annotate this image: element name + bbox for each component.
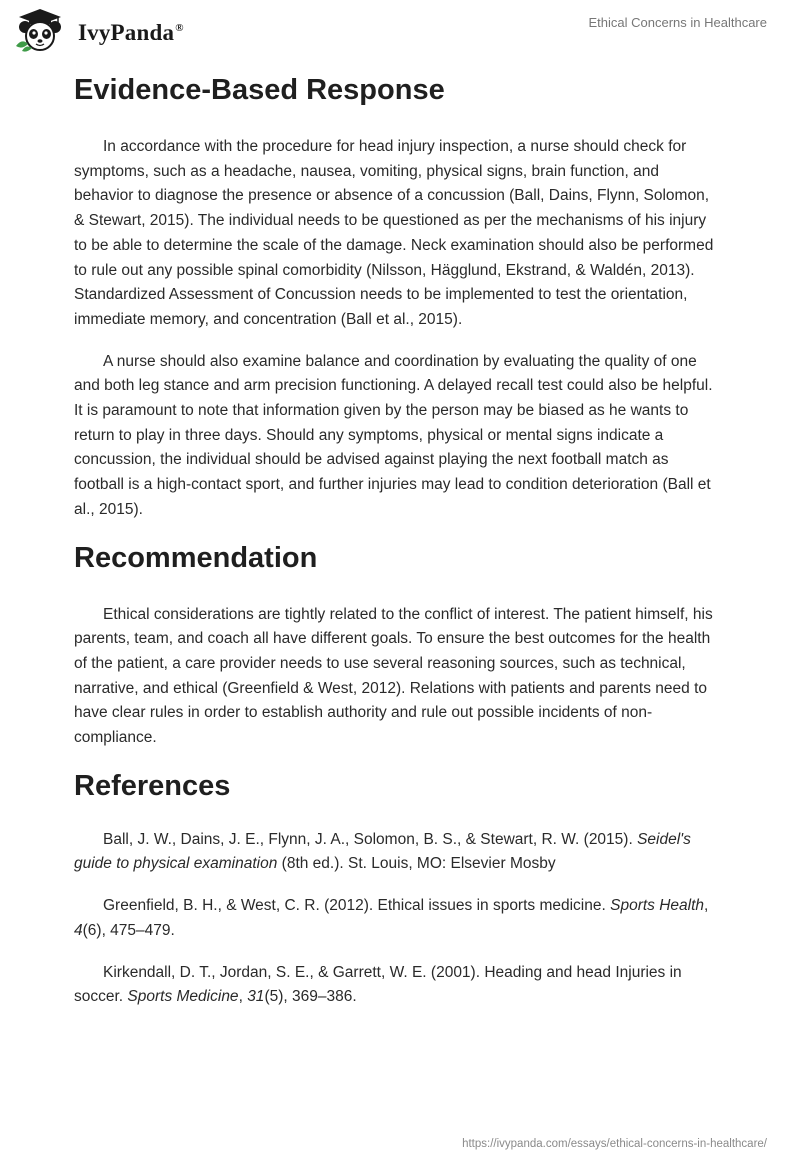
paragraph-evidence-1: In accordance with the procedure for head injury inspection, a nurse should check for symptoms, such as a headache, nausea, vomiting, physical signs, brain function, and behavior to diagnose the presence or absence of a concussion (Ball, Dains, Flynn, Solomon, & Stewart, 2015). The individual needs to be questioned as per the mechanisms of his injury to be able to determine the scale of the damage. Neck examination should also be performed to rule out any possible spinal comorbidity (Nilsson, Hägglund, Ekstrand, & Waldén, 2013). Standardized Assessment of Concussion needs to be implemented to test the orientation, immediate memory, and concentration (Ball et al., 2015). <box>74 138 714 328</box>
reference-item: Greenfield, B. H., & West, C. R. (2012). Ethical issues in sports medicine. Sports Health, 4(6), 475–479. <box>74 897 709 939</box>
heading-recommendation: Recommendation <box>74 541 318 574</box>
heading-evidence: Evidence-Based Response <box>74 74 445 106</box>
reference-book-title: Seidel's guide to physical examination <box>74 830 691 873</box>
registered-mark: ® <box>175 22 184 35</box>
ivypanda-logo-icon[interactable] <box>14 8 66 52</box>
reference-item: Ball, J. W., Dains, J. E., Flynn, J. A., Solomon, B. S., & Stewart, R. W. (2015). Seidel's guide to physical examination (8th ed.). St. Louis, MO: Elsevier Mosby <box>74 830 691 873</box>
reference-volume: 4 <box>74 921 83 939</box>
reference-volume: 31 <box>247 988 265 1006</box>
document-title: Ethical Concerns in Healthcare <box>588 15 767 30</box>
essay-content <box>74 70 714 1010</box>
brand-name[interactable]: IvyPanda® <box>78 20 184 45</box>
page-header <box>0 0 800 60</box>
reference-journal: Sports Health <box>610 897 705 915</box>
paragraph-recommendation: Ethical considerations are tightly related to the conflict of interest. The patient himself, his parents, team, and coach all have different goals. To ensure the best outcomes for the health of the patient, a care provider needs to use several reasoning sources, such as technical, narrative, and ethical (Greenfield & West, 2012). Relations with patients and parents need to have clear rules in order to establish authority and rule out possible incidents of non-compliance. <box>74 605 713 747</box>
reference-journal: Sports Medicine <box>127 988 239 1006</box>
reference-item: Kirkendall, D. T., Jordan, S. E., & Garrett, W. E. (2001). Heading and head Injuries in soccer. Sports Medicine, 31(5), 369–386. <box>74 963 682 1006</box>
source-url-link[interactable]: https://ivypanda.com/essays/ethical-concerns-in-healthcare/ <box>462 1138 767 1150</box>
paragraph-evidence-2: A nurse should also examine balance and coordination by evaluating the quality of one and both leg stance and arm precision functioning. A delayed recall test could also be helpful. It is paramount to note that information given by the person may be biased as he wants to return to play in three days. Should any symptoms, physical or mental signs indicate a concussion, the individual should be advised against playing the next football match as football is a high-contact sport, and further injuries may lead to condition deterioration (Ball et al., 2015). <box>74 352 713 518</box>
heading-references: References <box>74 769 231 802</box>
